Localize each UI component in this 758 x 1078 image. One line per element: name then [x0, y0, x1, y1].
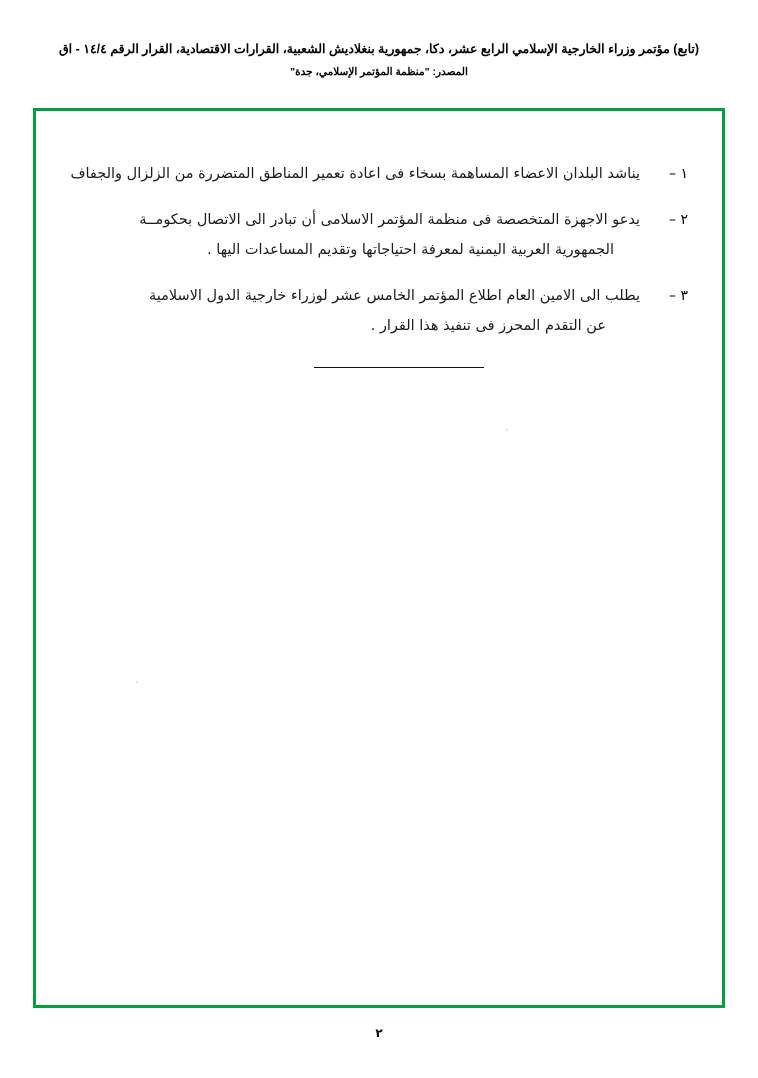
- clause-number: ٢ –: [669, 212, 688, 228]
- clause-line: عن التقدم المحرز فى تنفيذ هذا القرار .: [370, 318, 606, 334]
- section-divider: [70, 367, 688, 368]
- clause-text: [70, 205, 640, 265]
- page-footer: [0, 1026, 758, 1040]
- clause-number: ٣ –: [669, 288, 688, 304]
- clause-line: الجمهورية العربية اليمنية لمعرفة احتياجاتها وتقديم المساعدات اليها .: [207, 242, 614, 258]
- clause-line: يناشد البلدان الاعضاء المساهمة بسخاء فى اعادة تعمير المناطق المتضررة من الزلزال والجفاف: [70, 166, 640, 182]
- clause-item: [70, 281, 688, 341]
- clause-line: يدعو الاجهزة المتخصصة فى منظمة المؤتمر الاسلامى أن تبادر الى الاتصال بحكومــة: [139, 212, 640, 228]
- scan-speck: [136, 681, 138, 683]
- header-source: المصدر: "منظمة المؤتمر الإسلامي، جدة": [290, 65, 468, 78]
- header-title: (تابع) مؤتمر وزراء الخارجية الإسلامي الرابع عشر، دكا، جمهورية بنغلاديش الشعبية، القرارات الاقتصادية، القرار الرقم ١٤/٤ - اق: [58, 42, 700, 56]
- clause-item: [70, 159, 688, 189]
- page-header: [28, 40, 730, 78]
- scan-speck: [506, 429, 508, 431]
- resolution-body: [70, 159, 688, 368]
- clause-item: [70, 205, 688, 265]
- green-border-frame: [33, 108, 725, 1008]
- clause-text: [70, 159, 640, 189]
- page-number: ٢: [375, 1026, 383, 1040]
- clause-line: يطلب الى الامين العام اطلاع المؤتمر الخامس عشر لوزراء خارجية الدول الاسلامية: [148, 288, 640, 304]
- clause-text: [70, 281, 640, 341]
- divider-rule: [314, 367, 484, 368]
- clause-number: ١ –: [669, 166, 688, 182]
